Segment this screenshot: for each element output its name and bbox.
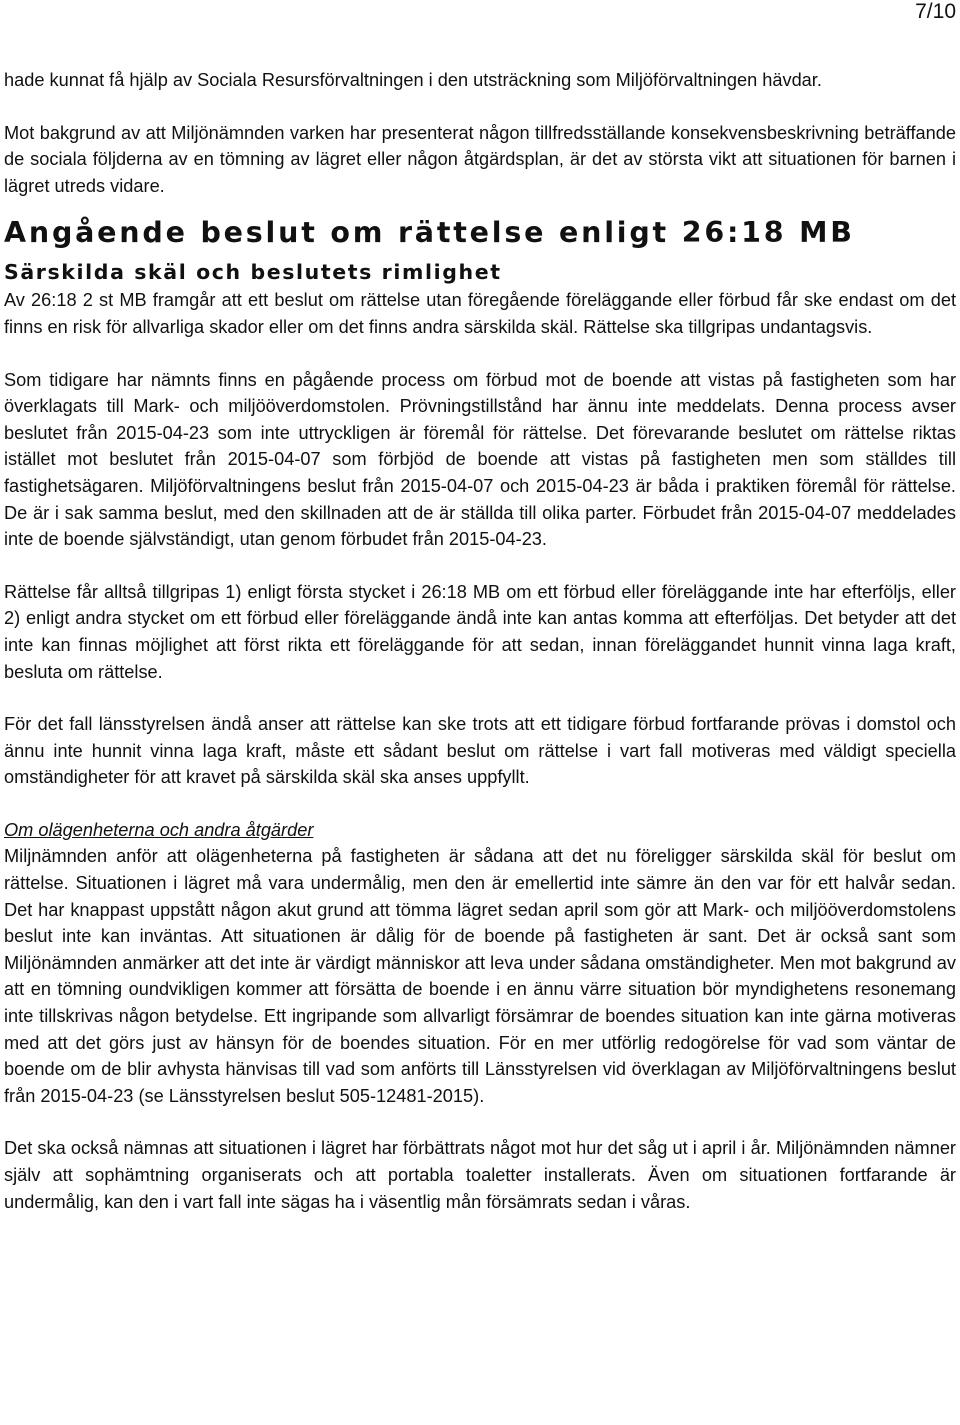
paragraph: Som tidigare har nämnts finns en pågående process om förbud mot de boende att vistas på fastigheten som har överklagats till Mark- och miljööverdomstolen. Prövningstillstånd har ännu inte meddelats. Denna process avser beslutet från 2015-04-23 som inte uttryckligen är föremål för rättelse. Det förevarande beslutet om rättelse riktas istället mot beslutet från 2015-04-07 som förbjöd de boende att vistas på fastigheten men som ställdes till fastighetsägaren. Miljöförvaltningens beslut från 2015-04-07 och 2015-04-23 är båda i praktiken föremål för rättelse. De är i sak samma beslut, med den skillnaden att de är ställda till olika parter. Förbudet från 2015-04-07 meddelades inte de boende självständigt, utan genom förbudet från 2015-04-23. xyxy=(4,369,956,550)
paragraph-intro: Mot bakgrund av att Miljönämnden varken har presenterat någon tillfredsställande konsekvensbeskrivning beträffande de sociala följderna av en tömning av lägret eller någon åtgärdsplan, är det av största vikt att situationen för barnen i lägret utreds vidare. xyxy=(4,122,956,196)
paragraph: Miljnämnden anför att olägenheterna på fastigheten är sådana att det nu föreligger särskilda skäl för beslut om rättelse. Situationen i lägret må vara undermålig, men den är emellertid inte sämre än den var för ett halvår sedan. Det har knappast uppstått någon akut grund att tömma lägret sedan april som gör att Mark- och miljööverdomstolens beslut inte kan inväntas. Att situationen är dålig för de boende på fastigheten är sant. Det är också sant som Miljönämnden anmärker att det inte är värdigt människor att leva under sådana omständigheter. Men mot bakgrund av att en tömning oundvikligen kommer att försätta de boende i en ännu värre situation bör myndighetens resonemang inte tillskrivas någon betydelse. Ett ingripande som allvarligt försämrar de boendes situation kan inte gärna motiveras med att det görs just av hänsyn för de boendes situation. För en mer utförlig redogörelse för vad som väntar de boende om de blir avhysta hänvisas till vad som anförts till Länsstyrelsen vid överklagan av Miljöförvaltningens beslut från 2015-04-23 (se Länsstyrelsen beslut 505-12481-2015). xyxy=(4,846,956,1106)
paragraph: Det ska också nämnas att situationen i lägret har förbättrats något mot hur det såg ut i april i år. Miljönämnden nämner själv att sophämtning organiserats och att portabla toaletter installerats. Även om situationen fortfarande är undermålig, kan den i vart fall inte sägas ha i väsentlig mån försämrats sedan i våras. xyxy=(4,1138,956,1212)
document-body xyxy=(4,67,956,1215)
section-heading: Angående beslut om rättelse enligt 26:18 MB xyxy=(4,216,855,250)
subsection-heading: Särskilda skäl och beslutets rimlighet xyxy=(4,260,502,285)
paragraph: Rättelse får alltså tillgripas 1) enligt första stycket i 26:18 MB om ett förbud eller föreläggande inte har efterföljs, eller 2) enligt andra stycket om ett förbud eller föreläggande ändå inte kan antas komma att efterföljas. Det betyder att det inte kan finnas möjlighet att först rikta ett föreläggande för att sedan, innan föreläggandet hunnit vinna laga kraft, besluta om rättelse. xyxy=(4,581,956,682)
page-number: 7/10 xyxy=(915,0,956,23)
paragraph: För det fall länsstyrelsen ändå anser att rättelse kan ske trots att ett tidigare förbud fortfarande prövas i domstol och ännu inte hunnit vinna laga kraft, måste ett sådant beslut om rättelse i vart fall motiveras med väldigt speciella omständigheter för att kravet på särskilda skäl ska anses uppfyllt. xyxy=(4,714,956,788)
italic-subheading: Om olägenheterna och andra åtgärder xyxy=(4,819,314,840)
paragraph: Av 26:18 2 st MB framgår att ett beslut om rättelse utan föregående föreläggande eller förbud får ske endast om det finns en risk för allvarliga skador eller om det finns andra särskilda skäl. Rättelse ska tillgripas undantagsvis. xyxy=(4,290,956,337)
paragraph-intro-continued: hade kunnat få hjälp av Sociala Resursförvaltningen i den utsträckning som Miljöförvaltningen hävdar. xyxy=(4,70,822,90)
